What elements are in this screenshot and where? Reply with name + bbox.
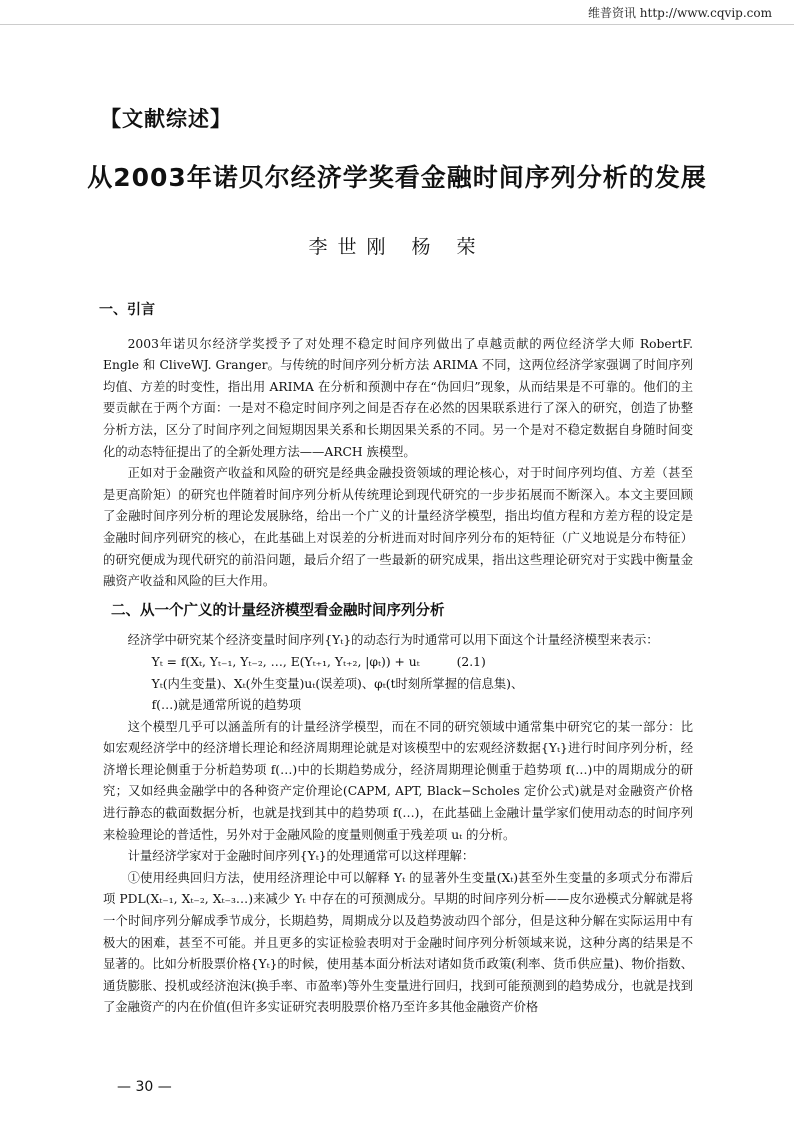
paragraph: 经济学中研究某个经济变量时间序列{Yₜ}的动态行为时通常可以用下面这个计量经济模型来表示：: [127, 633, 659, 648]
header-rule: [0, 24, 794, 25]
variable-definitions: Yₜ(内生变量)、Xₜ(外生变量)uₜ(误差项)、φₜ(t时刻所掌握的信息集)、: [151, 676, 524, 691]
paragraph: ①使用经典回归方法，使用经济理论中可以解释 Yₜ 的显著外生变量(Xₜ)甚至外生变量的多项式分布滞后项 PDL(Xₜ₋₁, Xₜ₋₂, Xₜ₋₃…)来减少 Yₜ 中存在的可预测成分。早期的时间序列分析——皮尔逊模式分解就是将一个时间序列分解成季节成分，长期趋势，周期成分以及趋势波动四个部分，但是这种分解在实际运用中有极大的困难，甚至不可能。并且更多的实证检验表明对于金融时间序列分析领域来说，这种分离的结果是不显著的。比如分析股票价格{Yₜ}的时候，使用基本面分析法对诸如货币政策(利率、货币供应量)、物价指数、通货膨胀、投机或经济泡沫(换手率、市盈率)等外生变量进行回归，找到可能预测到的趋势成分，也就是找到了金融资产的内在价值(但许多实证研究表明股票价格乃至许多其他金融资产价格: [103, 870, 693, 1015]
watermark: 维普资讯 http://www.cqvip.com: [587, 6, 772, 20]
section-heading-introduction: 一、引言: [99, 302, 155, 318]
section-heading-model: 二、从一个广义的计量经济模型看金融时间序列分析: [111, 602, 445, 619]
paragraph: 正如对于金融资产收益和风险的研究是经典金融投资领域的理论核心，对于时间序列均值、方差（甚至是更高阶矩）的研究也伴随着时间序列分析从传统理论到现代研究的一步步拓展而不断深入。本文主要回顾了金融时间序列分析的理论发展脉络，给出一个广义的计量经济学模型，指出均值方程和方差方程的设定是金融时间序列研究的核心，在此基础上对误差的分析进而对时间序列分布的矩特征（广义地说是分布特征）的研究便成为现代研究的前沿问题，最后介绍了一些最新的研究成果，指出这些理论研究对于实践中衡量金融资产收益和风险的巨大作用。: [103, 466, 693, 589]
article-type-tag: 【文献综述】: [100, 107, 232, 131]
paragraph: 这个模型几乎可以涵盖所有的计量经济学模型，而在不同的研究领域中通常集中研究它的某一部分：比如宏观经济学中的经济增长理论和经济周期理论就是对该模型中的宏观经济数据{Yₜ}进行时间序列分析，经济增长理论侧重于分析趋势项 f(…)中的长期趋势成分，经济周期理论侧重于趋势项 f(…)中的周期成分的研究；又如经典金融学中的各种资产定价理论(CAPM, APT, Black−Scholes 定价公式)就是对金融资产价格进行静态的截面数据分析，也就是找到其中的趋势项 f(…)，在此基础上金融计量学家们使用动态的时间序列来检验理论的普适性，另外对于金融风险的度量则侧重于残差项 uₜ 的分析。: [103, 719, 693, 842]
article-title: 从2003年诺贝尔经济学奖看金融时间序列分析的发展: [87, 163, 707, 192]
article-authors: 李世刚 杨 荣: [308, 236, 486, 258]
equation: Yₜ = f(Xₜ, Yₜ₋₁, Yₜ₋₂, …, E(Yₜ₊₁, Yₜ₊₂, |φₜ)) + uₜ (2.1): [151, 654, 486, 669]
paragraph: 计量经济学家对于金融时间序列{Yₜ}的处理通常可以这样理解：: [127, 849, 475, 864]
article-body: [99, 300, 693, 1019]
page-number: — 30 —: [117, 1079, 172, 1095]
trend-definition: f(…)就是通常所说的趋势项: [151, 698, 302, 713]
paragraph: 2003年诺贝尔经济学奖授予了对处理不稳定时间序列做出了卓越贡献的两位经济学大师 RobertF. Engle 和 CliveWJ. Granger。与传统的时间序列分析方法 ARIMA 不同，这两位经济学家强调了时间序列均值、方差的时变性，指出用 ARIMA 在分析和预测中存在“伪回归”现象，从而结果是不可靠的。他们的主要贡献在于两个方面：一是对不稳定时间序列之间是否存在必然的因果联系进行了深入的研究，创造了协整分析方法，区分了时间序列之间短期因果关系和长期因果关系的不同。另一个是对不稳定数据自身随时间变化的动态特征提出了的全新处理方法——ARCH 族模型。: [103, 336, 693, 459]
